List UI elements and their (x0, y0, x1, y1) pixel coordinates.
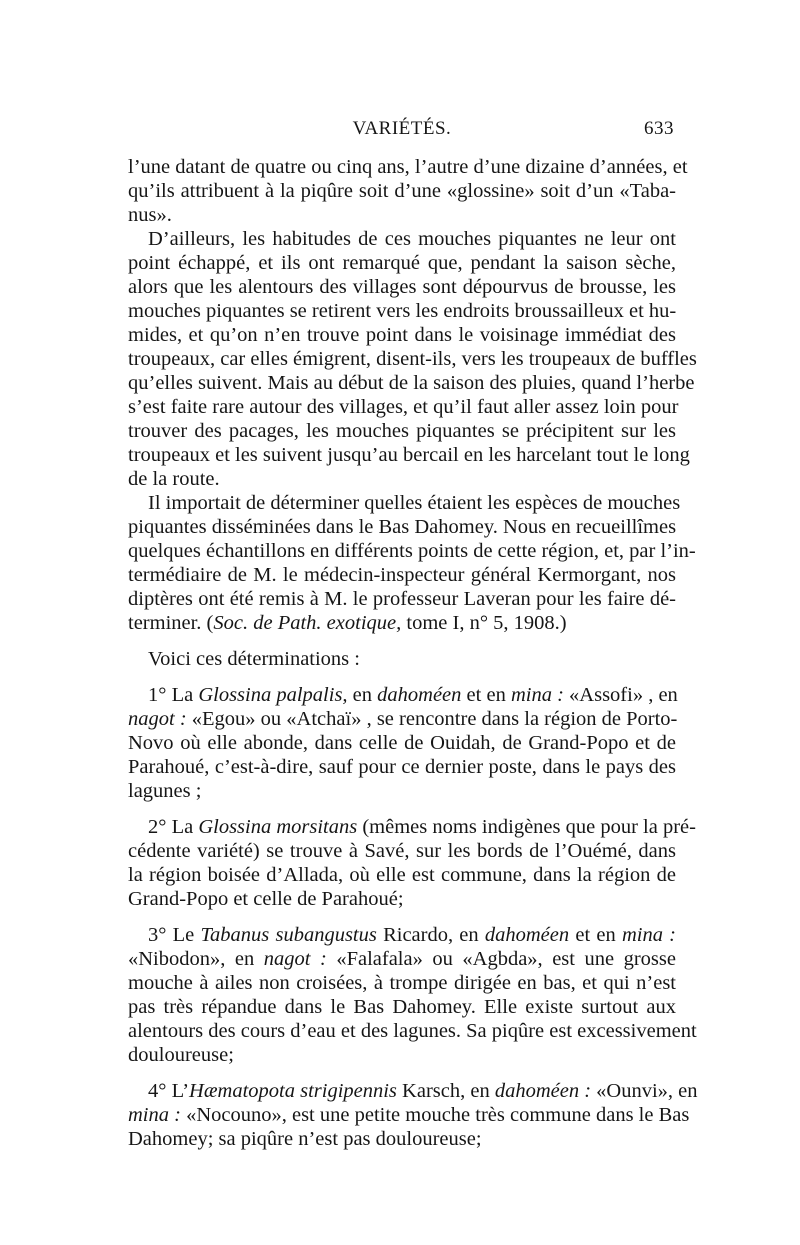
text-line (128, 947, 676, 971)
text-line (128, 1103, 690, 1127)
text-line: Voici ces déterminations : (148, 648, 360, 670)
text-line: alors que les alentours des villages sont dépourvus de brousse, les (128, 276, 676, 298)
text-run: en (347, 684, 378, 706)
language-name: nagot : (128, 708, 187, 730)
text-line: piquantes disséminées dans le Bas Dahomey. Nous en recueillîmes (128, 516, 677, 538)
text-line (128, 707, 676, 731)
text-line: quelques échantillons en différents points de cette région, et, par l’in- (128, 540, 696, 562)
text-run: «Assofi» , en (563, 684, 678, 706)
species-name: Tabanus subangustus (200, 924, 377, 946)
text-line (128, 611, 676, 635)
language-name: mina : (621, 924, 676, 946)
text-run: tome I, n° 5, 1908.) (401, 612, 567, 634)
species-name: Glossina morsitans (198, 816, 358, 838)
text-run: 2° La (148, 816, 199, 838)
text-run: et en (569, 924, 622, 946)
text-run: «Nocouno», est une petite mouche très commune dans le Bas (180, 1104, 690, 1126)
text-line: pas très répandue dans le Bas Dahomey. Elle existe surtout aux (128, 996, 676, 1018)
text-line: la région boisée d’Allada, où elle est commune, dans la région de (128, 864, 676, 886)
text-run: «Egou» ou «Atchaï» , se rencontre dans la région de Porto- (186, 708, 678, 730)
text-run: et en (461, 684, 511, 706)
text-run: 3° Le (148, 924, 201, 946)
language-name: dahoméen (484, 924, 570, 946)
text-run: 4° L’ (148, 1080, 190, 1102)
text-line: mouches piquantes se retirent vers les endroits broussailleux et hu- (128, 300, 677, 322)
running-head: VARIÉTÉS. (352, 118, 452, 139)
text-run: Ricardo, en (376, 924, 485, 946)
text-line: mouche à ailes non croisées, à trompe dirigée en bas, et qui n’est (128, 972, 676, 994)
citation-title: Soc. de Path. exotique, (213, 612, 402, 634)
text-line: trouver des pacages, les mouches piquantes se précipitent sur les (128, 420, 676, 442)
text-line: l’une datant de quatre ou cinq ans, l’autre d’une dizaine d’années, et (128, 156, 688, 178)
language-name: mina : (128, 1104, 181, 1126)
language-name: mina : (510, 684, 564, 706)
page-header (128, 118, 676, 142)
text-line: lagunes ; (128, 780, 202, 802)
text-run: 1° La (148, 684, 199, 706)
text-line: Il importait de déterminer quelles étaient les espèces de mouches (148, 492, 681, 514)
text-line: qu’ils attribuent à la piqûre soit d’une «glossine» soit d’un «Taba- (128, 180, 676, 202)
text-line: point échappé, et ils ont remarqué que, pendant la saison sèche, (128, 252, 676, 274)
text-line: cédente variété) se trouve à Savé, sur les bords de l’Ouémé, dans (128, 840, 676, 862)
text-line: Novo où elle abonde, dans celle de Ouidah, de Grand-Popo et de (128, 732, 676, 754)
text-line: qu’elles suivent. Mais au début de la saison des pluies, quand l’herbe (128, 372, 695, 394)
language-name: dahoméen (377, 684, 462, 706)
text-line: troupeaux et les suivent jusqu’au bercail en les harcelant tout le long (128, 444, 690, 466)
text-line: Parahoué, c’est-à-dire, sauf pour ce dernier poste, dans le pays des (128, 756, 676, 778)
text-run: terminer. ( (128, 612, 214, 634)
species-name: Hæmatopota strigipennis (189, 1080, 397, 1102)
text-run: «Falafala» ou «Agbda», est une grosse (326, 948, 676, 970)
text-line: termédiaire de M. le médecin-inspecteur général Kermorgant, nos (128, 564, 676, 586)
text-line: douloureuse; (128, 1044, 234, 1066)
text-run: (mêmes noms indigènes que pour la pré- (357, 816, 696, 838)
language-name: dahoméen : (494, 1080, 592, 1102)
text-line: s’est faite rare autour des villages, et qu’il faut aller assez loin pour (128, 396, 679, 418)
language-name: nagot : (263, 948, 327, 970)
text-line (128, 683, 676, 707)
text-line: de la route. (128, 468, 220, 490)
text-line: diptères ont été remis à M. le professeur Laveran pour les faire dé- (128, 588, 676, 610)
text-line (128, 815, 696, 839)
text-run: «Nibodon», en (128, 948, 264, 970)
text-line: mides, et qu’on n’en trouve point dans le voisinage immédiat des (128, 324, 676, 346)
text-run: «Ounvi», en (591, 1080, 698, 1102)
text-line: troupeaux, car elles émigrent, disent-ils, vers les troupeaux de buffles (128, 348, 697, 370)
page-number: 633 (644, 118, 674, 139)
text-line (128, 923, 676, 947)
text-line: nus». (128, 204, 172, 226)
species-name: Glossina palpalis, (198, 684, 348, 706)
text-line: D’ailleurs, les habitudes de ces mouches piquantes ne leur ont (148, 228, 676, 250)
text-run: Karsch, en (396, 1080, 495, 1102)
text-line: Dahomey; sa piqûre n’est pas douloureuse; (128, 1128, 482, 1150)
text-line (128, 1079, 698, 1103)
text-line: Grand-Popo et celle de Parahoué; (128, 888, 404, 910)
text-line: alentours des cours d’eau et des lagunes. Sa piqûre est excessivement (128, 1020, 697, 1042)
